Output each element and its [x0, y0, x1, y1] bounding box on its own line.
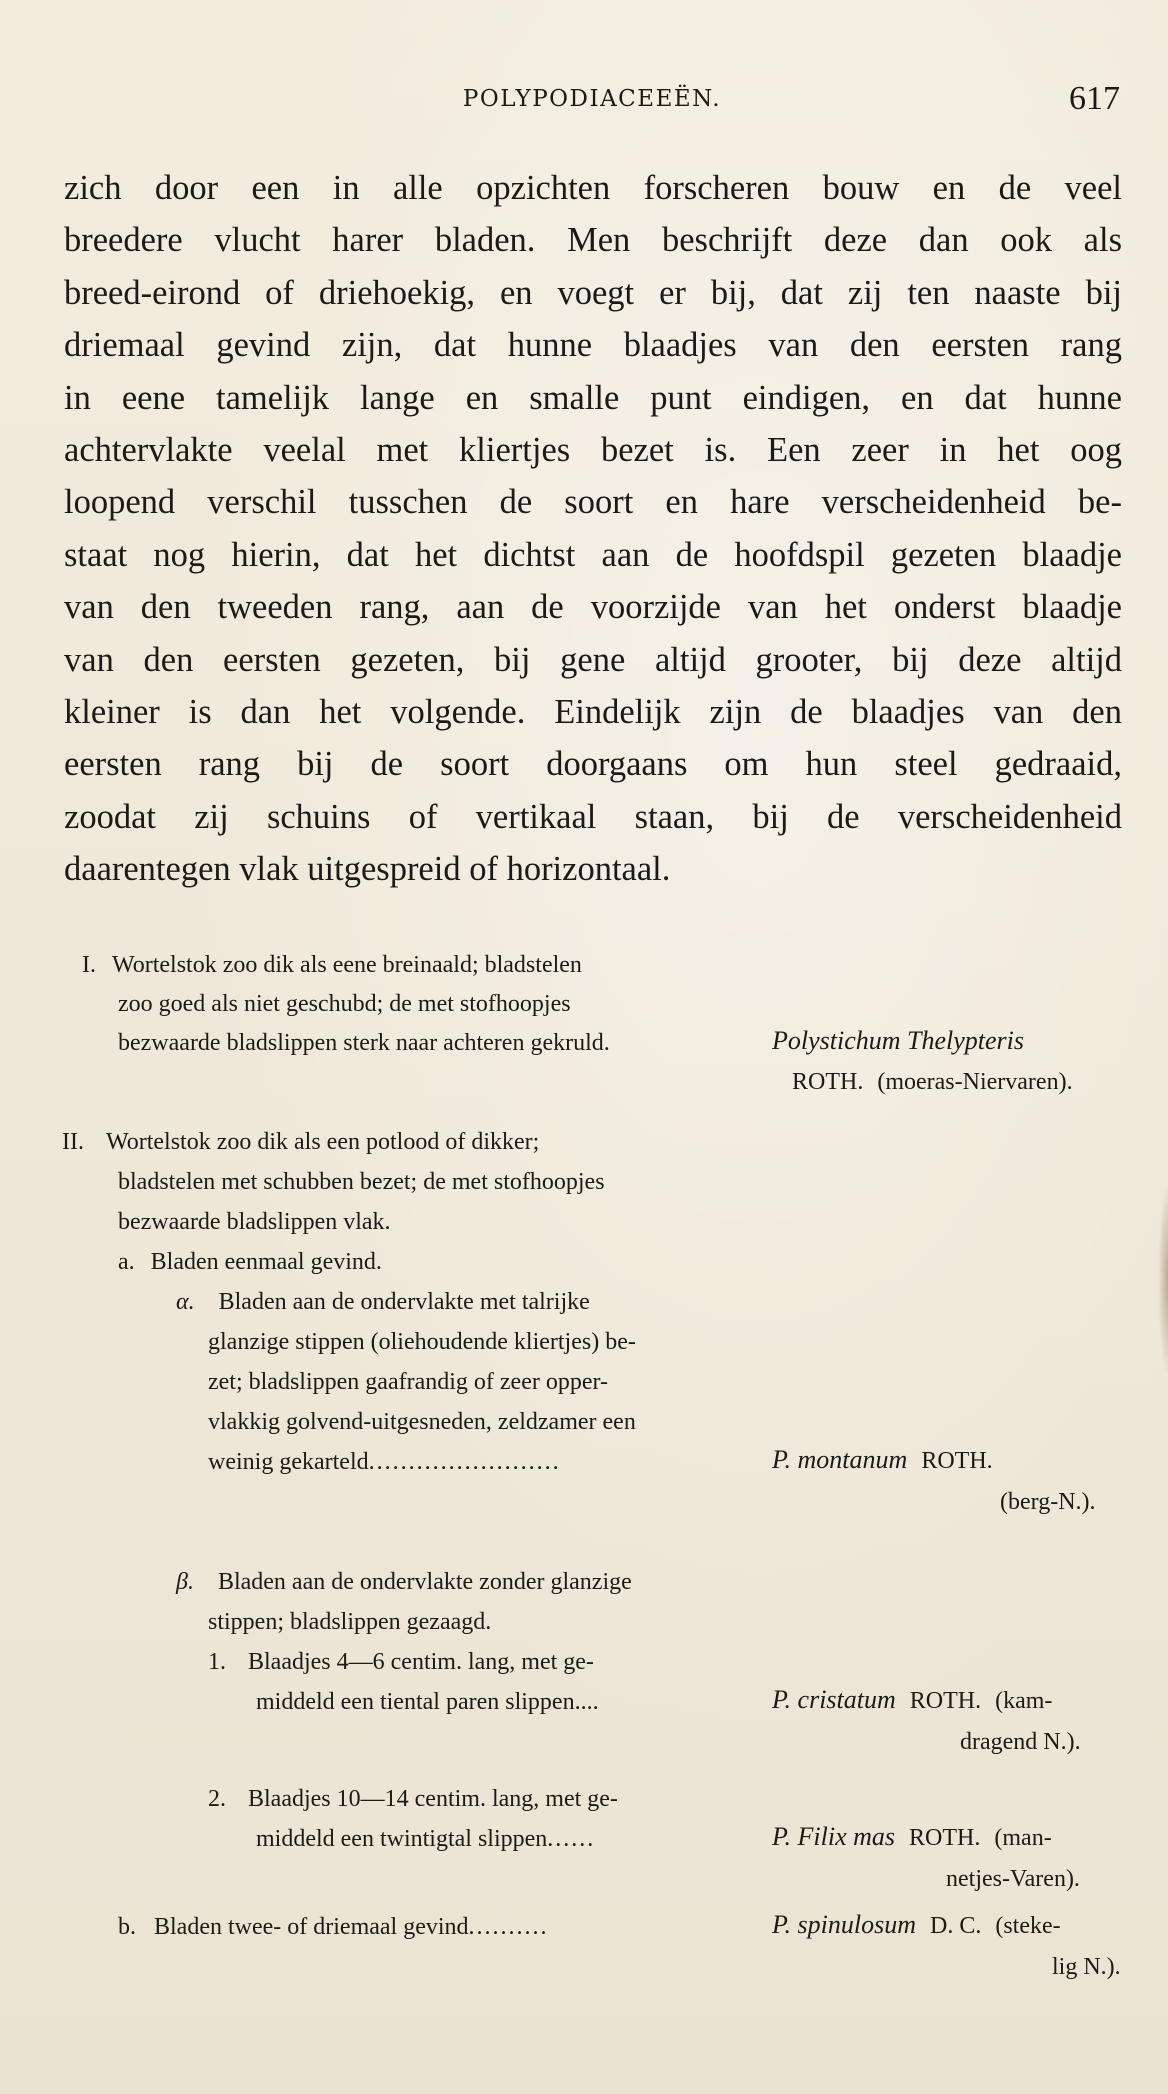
- body-line: van den eersten gezeten, bij gene altijd grooter, bij deze altijd: [64, 640, 1122, 679]
- leader-dots: ........................: [368, 1449, 561, 1475]
- leader-dots: ......: [547, 1826, 596, 1852]
- species-name: P. Filix mas: [772, 1822, 896, 1851]
- key-text-line: bladstelen met schubben bezet; de met stofhoopjes: [118, 1169, 605, 1195]
- body-line: staat nog hierin, dat het dichtst aan de hoofdspil gezeten blaadje: [64, 535, 1122, 574]
- page-number: 617: [1069, 80, 1120, 117]
- species-author: ROTH.: [909, 1825, 981, 1851]
- key-text-line: Bladen aan de ondervlakte met talrijke: [218, 1289, 590, 1315]
- body-line: eersten rang bij de soort doorgaans om hun steel gedraaid,: [64, 745, 1122, 784]
- species-name: P. cristatum: [772, 1685, 896, 1714]
- key-mark: 2.: [208, 1786, 226, 1812]
- key-mark: a.: [118, 1249, 135, 1275]
- page-edge-shadow: [1158, 1180, 1168, 1380]
- body-line: breedere vlucht harer bladen. Men beschrijft deze dan ook als: [64, 221, 1122, 260]
- species-author: D. C.: [930, 1913, 982, 1939]
- species-name: Polystichum Thelypteris: [772, 1026, 1025, 1055]
- body-line: in eene tamelijk lange en smalle punt eindigen, en dat hunne: [64, 378, 1122, 417]
- key-text-line: Wortelstok zoo dik als een potlood of dikker;: [105, 1129, 540, 1155]
- common-name: (man-: [994, 1825, 1052, 1851]
- page-header: [64, 80, 1120, 126]
- key-mark: b.: [118, 1914, 136, 1940]
- key-text-line: glanzige stippen (oliehoudende kliertjes) be-: [208, 1329, 636, 1355]
- species-author: ROTH.: [792, 1069, 864, 1095]
- key-text-line: zet; bladslippen gaafrandig of zeer opper-: [208, 1369, 608, 1395]
- body-line: breed-eirond of driehoekig, en voegt er bij, dat zij ten naaste bij: [64, 273, 1122, 312]
- body-paragraph: [64, 162, 1122, 896]
- key-text-line: Bladen twee- of driemaal gevind: [154, 1914, 469, 1940]
- species-name: P. montanum: [772, 1445, 908, 1474]
- key-mark: α.: [176, 1289, 195, 1315]
- key-text-line: Blaadjes 10—14 centim. lang, met ge-: [248, 1786, 618, 1812]
- common-name: dragend N.).: [960, 1729, 1081, 1755]
- key-mark: I.: [82, 952, 96, 978]
- common-name: lig N.).: [1052, 1954, 1121, 1980]
- body-line: driemaal gevind zijn, dat hunne blaadjes van den eersten rang: [64, 326, 1122, 365]
- key-text-line: Bladen eenmaal gevind.: [150, 1249, 382, 1275]
- key-text-line: middeld een twintigtal slippen: [256, 1826, 548, 1852]
- body-line: zich door een in alle opzichten forscheren bouw en de veel: [64, 169, 1122, 207]
- species-name: P. spinulosum: [772, 1910, 916, 1939]
- species-author: ROTH.: [909, 1688, 982, 1714]
- common-name: (steke-: [995, 1913, 1061, 1939]
- common-name: netjes-Varen).: [946, 1866, 1080, 1892]
- body-line: van den tweeden rang, aan de voorzijde van het onderst blaadje: [64, 588, 1122, 627]
- body-line: zoodat zij schuins of vertikaal staan, bij de verscheidenheid: [64, 797, 1122, 836]
- key-text-line: Wortelstok zoo dik als eene breinaald; bladstelen: [112, 952, 582, 978]
- common-name: (moeras-Niervaren).: [877, 1069, 1073, 1095]
- key-text-line: middeld een tiental paren slippen....: [256, 1689, 599, 1715]
- key-text-line: vlakkig golvend-uitgesneden, zeldzamer een: [208, 1409, 636, 1435]
- common-name: (berg-N.).: [1000, 1489, 1096, 1515]
- key-text-line: weinig gekarteld: [208, 1449, 369, 1475]
- key-mark: 1.: [208, 1649, 226, 1675]
- key-text-line: Bladen aan de ondervlakte zonder glanzige: [217, 1569, 632, 1595]
- key-text-line: stippen; bladslippen gezaagd.: [208, 1609, 492, 1635]
- key-mark: β.: [176, 1569, 194, 1595]
- key-mark: II.: [62, 1129, 84, 1155]
- common-name: (kam-: [995, 1688, 1053, 1714]
- running-head: POLYPODIACEEËN.: [462, 86, 722, 112]
- key-text-line: Blaadjes 4—6 centim. lang, met ge-: [248, 1649, 594, 1675]
- body-line: kleiner is dan het volgende. Eindelijk zijn de blaadjes van den: [64, 693, 1122, 732]
- leader-dots: ..........: [468, 1914, 549, 1940]
- key-text-line: bezwaarde bladslippen sterk naar achteren gekruld.: [118, 1030, 610, 1056]
- body-line: loopend verschil tusschen de soort en hare verscheidenheid be-: [64, 483, 1122, 522]
- body-line: achtervlakte veelal met kliertjes bezet is. Een zeer in het oog: [64, 431, 1122, 470]
- species-author: ROTH.: [921, 1448, 993, 1474]
- key-text-line: zoo goed als niet geschubd; de met stofhoopjes: [118, 991, 571, 1017]
- key-text-line: bezwaarde bladslippen vlak.: [118, 1209, 391, 1235]
- body-line: daarentegen vlak uitgespreid of horizontaal.: [64, 850, 671, 889]
